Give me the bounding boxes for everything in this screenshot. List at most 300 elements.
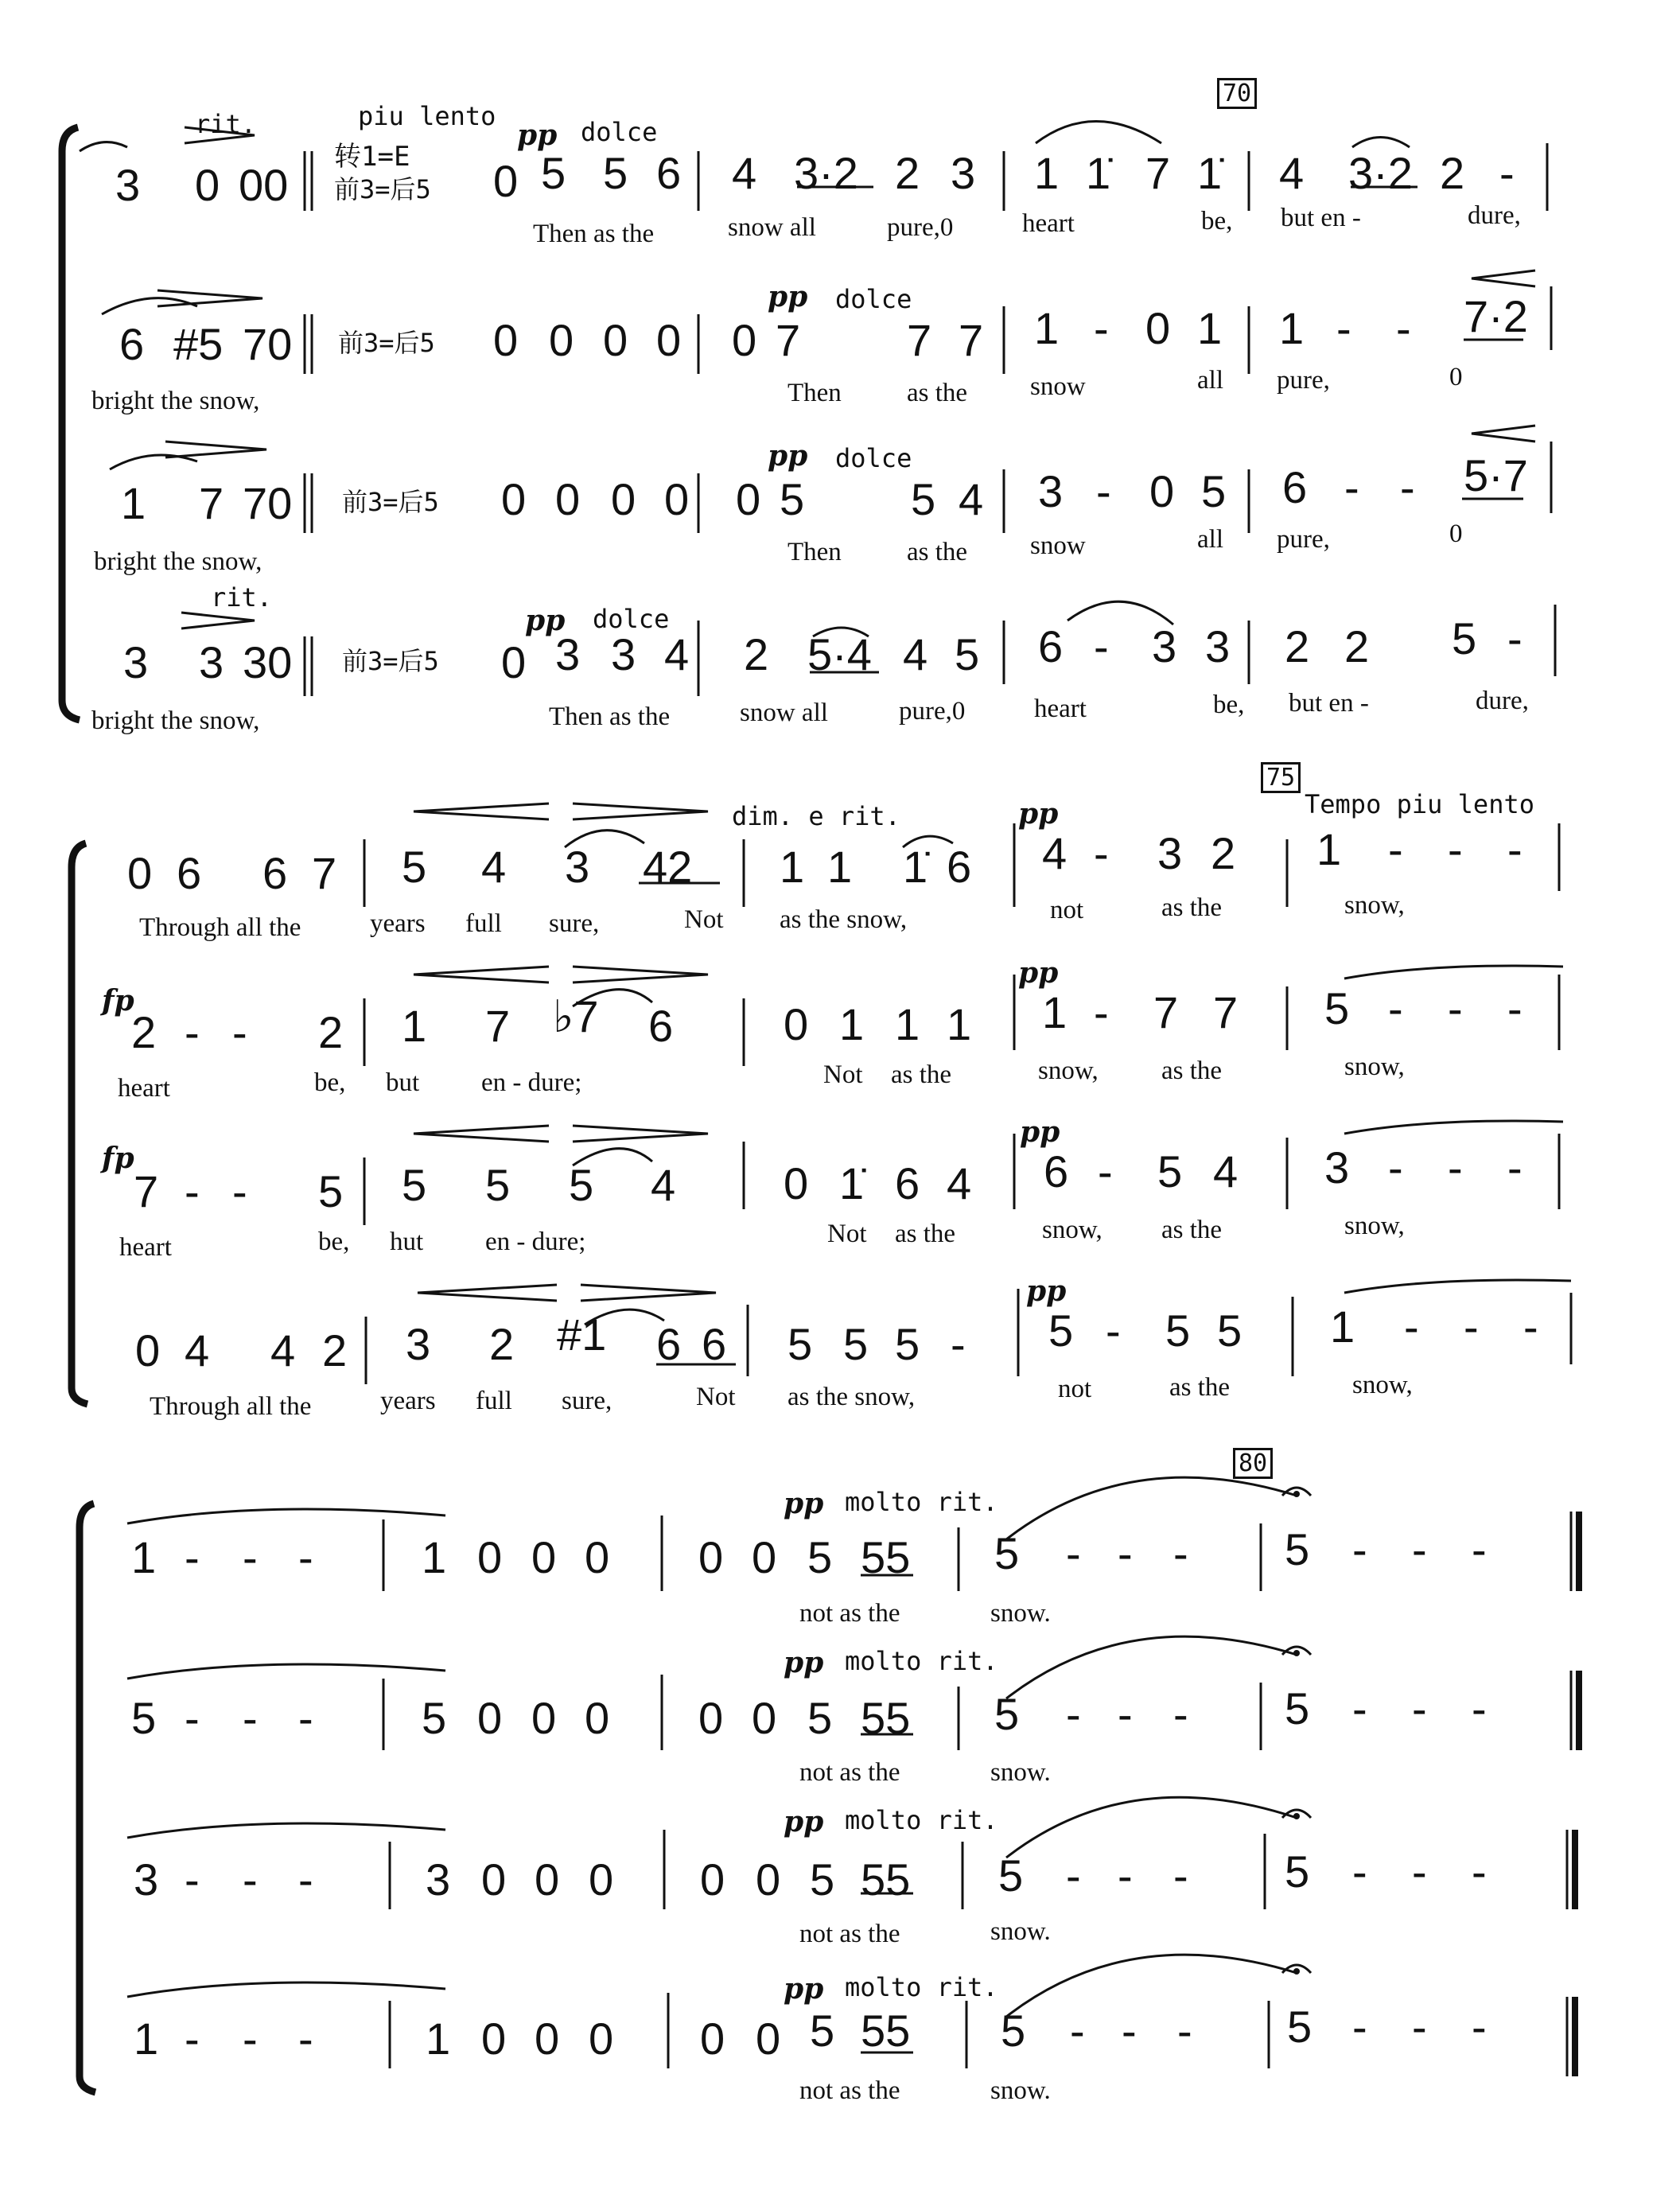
expression-dolce: dolce bbox=[835, 284, 912, 314]
note: - bbox=[1352, 1683, 1367, 1733]
note: - bbox=[1066, 1689, 1081, 1739]
expression-molto-rit: molto rit. bbox=[845, 1972, 998, 2002]
note: 0 bbox=[784, 1158, 809, 1208]
lyric: not bbox=[1058, 1375, 1092, 1403]
note: 1 bbox=[839, 999, 865, 1049]
note: 2 bbox=[489, 1319, 515, 1369]
note: 1̇ bbox=[1197, 148, 1223, 198]
lyric: as the bbox=[1169, 1373, 1231, 1402]
note: 6 bbox=[262, 848, 288, 898]
note: 1 bbox=[827, 842, 853, 892]
note: - bbox=[298, 1532, 313, 1582]
note: 6 bbox=[656, 148, 682, 198]
note: 6 bbox=[119, 319, 145, 369]
dynamic-pp: pp bbox=[1018, 956, 1059, 990]
lyric: Then bbox=[788, 379, 842, 407]
note: 0 bbox=[493, 315, 519, 365]
note: 0 bbox=[501, 637, 527, 687]
note: 6 bbox=[648, 1001, 674, 1051]
note: - bbox=[1094, 987, 1109, 1037]
note: - bbox=[243, 2014, 258, 2064]
note: 0 bbox=[477, 1693, 503, 1743]
note: 4 bbox=[959, 474, 984, 524]
note: 0 bbox=[698, 1693, 724, 1743]
note: 5 bbox=[1287, 2002, 1312, 2052]
lyric: Then as the bbox=[533, 220, 655, 248]
lyric: 0 bbox=[1449, 519, 1463, 548]
note: 0 bbox=[664, 474, 690, 524]
lyric: heart bbox=[119, 1233, 172, 1262]
note: 3 bbox=[555, 629, 581, 679]
note: - bbox=[1352, 1524, 1367, 1574]
note: 70 bbox=[243, 319, 293, 369]
note: - bbox=[1336, 303, 1351, 353]
note: - bbox=[1344, 462, 1359, 512]
note: 5 bbox=[1201, 466, 1227, 516]
note: - bbox=[1412, 2002, 1427, 2052]
note: 30 bbox=[243, 637, 293, 687]
note: 7 bbox=[1153, 987, 1179, 1037]
note: - bbox=[1173, 1689, 1188, 1739]
lyric: snow, bbox=[1344, 891, 1405, 920]
note: 4 bbox=[664, 629, 690, 679]
lyric: not bbox=[1050, 896, 1084, 924]
note: 5 bbox=[998, 1850, 1024, 1901]
note: - bbox=[1412, 1683, 1427, 1733]
note: 0 bbox=[732, 315, 757, 365]
note: 0 bbox=[481, 2014, 507, 2064]
note: 5 bbox=[1048, 1305, 1074, 1356]
dynamic-pp: pp bbox=[1026, 1274, 1067, 1308]
note: 1 bbox=[134, 2014, 159, 2064]
note: 1 bbox=[1042, 987, 1068, 1037]
expression-molto-rit: molto rit. bbox=[845, 1805, 998, 1835]
lyric: be, bbox=[1213, 691, 1245, 719]
note: 5 bbox=[1452, 613, 1477, 663]
note: - bbox=[298, 1693, 313, 1743]
dynamic-pp: pp bbox=[784, 1972, 824, 2006]
note: 0 bbox=[531, 1693, 557, 1743]
note: 3 bbox=[1152, 621, 1177, 671]
note: 3 bbox=[951, 148, 976, 198]
note: - bbox=[1507, 1142, 1522, 1193]
note: 0 bbox=[1149, 466, 1175, 516]
note: 55 bbox=[861, 1854, 911, 1905]
note: 2 bbox=[744, 629, 769, 679]
note: - bbox=[1507, 983, 1522, 1033]
dynamic-pp: pp bbox=[768, 439, 808, 473]
note: - bbox=[243, 1532, 258, 1582]
note: 55 bbox=[861, 1693, 911, 1743]
lyric: as the bbox=[895, 1220, 956, 1248]
note: - bbox=[1066, 1850, 1081, 1901]
lyric: be, bbox=[318, 1228, 350, 1256]
note: 3 bbox=[134, 1854, 159, 1905]
lyric: full bbox=[465, 909, 502, 938]
note: 1 bbox=[131, 1532, 157, 1582]
note: 6 bbox=[895, 1158, 920, 1208]
note: - bbox=[1448, 1142, 1463, 1193]
rehearsal-mark-70: 70 bbox=[1217, 78, 1257, 109]
note: - bbox=[298, 2014, 313, 2064]
note: 5 bbox=[994, 1528, 1020, 1578]
lyric: not as the bbox=[799, 1920, 900, 1948]
note: - bbox=[1412, 1846, 1427, 1897]
note: - bbox=[1094, 303, 1109, 353]
modulation-rule: 前3=后5 bbox=[342, 646, 439, 676]
lyric: snow. bbox=[990, 1917, 1051, 1946]
note: 1 bbox=[1316, 824, 1342, 874]
note: 0 bbox=[656, 315, 682, 365]
lyric: heart bbox=[1034, 695, 1087, 723]
note: 1 bbox=[1330, 1301, 1355, 1352]
lyric: pure, bbox=[1277, 525, 1330, 554]
note: 4 bbox=[185, 1325, 210, 1375]
note: 5 bbox=[810, 2006, 835, 2056]
note: 5·7 bbox=[1464, 450, 1528, 500]
note: 1̇ bbox=[903, 842, 928, 892]
note: - bbox=[1388, 983, 1403, 1033]
note: 1 bbox=[121, 478, 146, 528]
note: 5 bbox=[788, 1319, 813, 1369]
note: 0 bbox=[135, 1325, 161, 1375]
lyric: full bbox=[476, 1387, 512, 1415]
note: - bbox=[1472, 1524, 1487, 1574]
note: 7 bbox=[485, 1001, 511, 1051]
note: - bbox=[1507, 824, 1522, 874]
dynamic-pp: pp bbox=[1018, 797, 1059, 831]
note: #1 bbox=[557, 1309, 607, 1360]
note: 1 bbox=[426, 2014, 451, 2064]
note: - bbox=[1070, 2006, 1085, 2056]
note: 5 bbox=[603, 148, 628, 198]
lyric: sure, bbox=[562, 1387, 612, 1415]
lyric: years bbox=[370, 909, 426, 938]
note: 2 bbox=[318, 1007, 344, 1057]
note: - bbox=[1448, 824, 1463, 874]
note: 4 bbox=[481, 842, 507, 892]
note: 0 bbox=[700, 1854, 725, 1905]
note: 3 bbox=[1038, 466, 1064, 516]
note: 7 bbox=[1145, 148, 1171, 198]
note: 2 bbox=[322, 1325, 348, 1375]
note: 5 bbox=[485, 1160, 511, 1210]
note: 0 bbox=[589, 1854, 614, 1905]
note: 55 bbox=[861, 1532, 911, 1582]
lyric: hut bbox=[390, 1228, 424, 1256]
note: 00 bbox=[239, 160, 289, 210]
note: - bbox=[1396, 303, 1411, 353]
note: - bbox=[1499, 148, 1515, 198]
lyric: as the snow, bbox=[780, 905, 908, 934]
note: 1 bbox=[780, 842, 805, 892]
note: - bbox=[1094, 621, 1109, 671]
note: 4 bbox=[732, 148, 757, 198]
note: 3 bbox=[115, 160, 141, 210]
lyric: snow, bbox=[1042, 1216, 1102, 1244]
lyric: Then as the bbox=[549, 702, 671, 731]
dynamic-pp: pp bbox=[517, 119, 558, 152]
note: 0 bbox=[127, 848, 153, 898]
rit-marking: rit. bbox=[195, 109, 257, 139]
lyric: as the snow, bbox=[788, 1383, 916, 1411]
note: 5 bbox=[895, 1319, 920, 1369]
note: 4 bbox=[270, 1325, 296, 1375]
note: 3·2 bbox=[1348, 148, 1413, 198]
rehearsal-mark-80: 80 bbox=[1233, 1448, 1273, 1479]
dynamic-pp: pp bbox=[784, 1646, 824, 1679]
note: - bbox=[1352, 1846, 1367, 1897]
note: - bbox=[1352, 2002, 1367, 2052]
note: 5 bbox=[780, 474, 805, 524]
note: 4 bbox=[1213, 1146, 1239, 1196]
note: 70 bbox=[243, 478, 293, 528]
lyric: as the bbox=[1161, 1056, 1223, 1085]
note: 3 bbox=[1157, 828, 1183, 878]
dynamic-pp: pp bbox=[525, 604, 566, 637]
note: 0 bbox=[1145, 303, 1171, 353]
note: 6 bbox=[177, 848, 202, 898]
note: 1 bbox=[422, 1532, 447, 1582]
note: 6 bbox=[1044, 1146, 1069, 1196]
modulation-rule: 前3=后5 bbox=[338, 328, 435, 358]
note: 5 bbox=[1217, 1305, 1242, 1356]
note: 4 bbox=[1279, 148, 1305, 198]
note: - bbox=[1173, 1528, 1188, 1578]
note: 3 bbox=[611, 629, 636, 679]
dynamic-fp: fp bbox=[102, 984, 134, 1017]
note: 0 bbox=[585, 1532, 610, 1582]
lyric: snow. bbox=[990, 1758, 1051, 1787]
note: 1̇ bbox=[839, 1158, 865, 1208]
note: - bbox=[1472, 1846, 1487, 1897]
note: 7 bbox=[199, 478, 224, 528]
lyric: not as the bbox=[799, 1758, 900, 1787]
lyric: Not bbox=[823, 1060, 863, 1089]
dynamic-pp: pp bbox=[1020, 1115, 1060, 1149]
expression-dolce: dolce bbox=[835, 443, 912, 473]
note: 2 bbox=[131, 1007, 157, 1057]
note: 5 bbox=[1165, 1305, 1191, 1356]
note: - bbox=[185, 2014, 200, 2064]
note: - bbox=[1094, 828, 1109, 878]
note: 0 bbox=[752, 1693, 777, 1743]
note: - bbox=[298, 1854, 313, 1905]
note: 6 bbox=[947, 842, 972, 892]
note: 5 bbox=[422, 1693, 447, 1743]
lyric: but en - bbox=[1281, 204, 1361, 232]
note: - bbox=[243, 1854, 258, 1905]
note: 5 bbox=[843, 1319, 869, 1369]
note: 7 bbox=[959, 315, 984, 365]
lyric: not as the bbox=[799, 2076, 900, 2105]
lyric: Then bbox=[788, 538, 842, 566]
note: 1 bbox=[402, 1001, 427, 1051]
note: - bbox=[185, 1854, 200, 1905]
lyric: snow, bbox=[1344, 1212, 1405, 1240]
note: 0 bbox=[784, 999, 809, 1049]
note: 0 bbox=[752, 1532, 777, 1582]
note: - bbox=[232, 1007, 247, 1057]
note: - bbox=[1106, 1305, 1121, 1356]
modulation-rule: 前3=后5 bbox=[334, 174, 431, 204]
note: 3 bbox=[1205, 621, 1231, 671]
note: - bbox=[1472, 2002, 1487, 2052]
dynamic-pp: pp bbox=[784, 1487, 824, 1520]
note: 0 bbox=[531, 1532, 557, 1582]
tempo-marking: piu lento bbox=[358, 101, 496, 131]
modulation-rule: 前3=后5 bbox=[342, 487, 439, 517]
note: 0 bbox=[195, 160, 220, 210]
lyric: as the bbox=[1161, 1216, 1223, 1244]
note: 2 bbox=[1440, 148, 1465, 198]
lyric: pure, bbox=[1277, 366, 1330, 395]
note: - bbox=[185, 1532, 200, 1582]
note: 4 bbox=[651, 1160, 676, 1210]
note: 5 bbox=[1285, 1846, 1310, 1897]
lyric: not as the bbox=[799, 1599, 900, 1628]
lyric: Not bbox=[696, 1383, 736, 1411]
note: 7 bbox=[312, 848, 337, 898]
lyric: all bbox=[1197, 366, 1223, 395]
expression-molto-rit: molto rit. bbox=[845, 1646, 998, 1676]
note: 3 bbox=[199, 637, 224, 687]
lyric: as the bbox=[907, 379, 968, 407]
note: 0 bbox=[493, 156, 519, 206]
note: 7 bbox=[776, 315, 801, 365]
lyric: as the bbox=[891, 1060, 952, 1089]
lyric: snow. bbox=[990, 1599, 1051, 1628]
lyric: bright the snow, bbox=[91, 387, 260, 415]
lyric: snow, bbox=[1344, 1052, 1405, 1081]
note: - bbox=[1118, 1689, 1133, 1739]
note: - bbox=[185, 1007, 200, 1057]
note: 5 bbox=[994, 1689, 1020, 1739]
note: 7 bbox=[1213, 987, 1239, 1037]
note: #5 bbox=[173, 319, 224, 369]
note: 5 bbox=[402, 842, 427, 892]
note: 0 bbox=[549, 315, 574, 365]
dynamic-fp: fp bbox=[102, 1142, 134, 1175]
note: 5 bbox=[810, 1854, 835, 1905]
note: 1 bbox=[947, 999, 972, 1049]
lyric: Not bbox=[684, 905, 724, 934]
note: 0 bbox=[611, 474, 636, 524]
lyric: pure,0 bbox=[899, 697, 966, 726]
note: 3·2 bbox=[794, 148, 858, 198]
note: - bbox=[1098, 1146, 1113, 1196]
note: - bbox=[1118, 1850, 1133, 1901]
note: - bbox=[1464, 1301, 1479, 1352]
lyric: pure,0 bbox=[887, 213, 954, 242]
note: - bbox=[1400, 462, 1415, 512]
note: ♭7 bbox=[553, 991, 599, 1041]
note: 5 bbox=[1324, 983, 1350, 1033]
note: - bbox=[1388, 824, 1403, 874]
lyric: snow, bbox=[1038, 1056, 1099, 1085]
note: 2 bbox=[895, 148, 920, 198]
expression-molto-rit: molto rit. bbox=[845, 1487, 998, 1517]
lyric: Not bbox=[827, 1220, 867, 1248]
dynamic-pp: pp bbox=[768, 280, 808, 313]
note: 5 bbox=[569, 1160, 594, 1210]
note: 5 bbox=[911, 474, 936, 524]
note: 5 bbox=[1285, 1683, 1310, 1733]
note: - bbox=[1388, 1142, 1403, 1193]
note: - bbox=[185, 1166, 200, 1216]
note: 4 bbox=[1042, 828, 1068, 878]
lyric: en - dure; bbox=[485, 1228, 586, 1256]
note: 7·2 bbox=[1464, 291, 1528, 341]
note: 7 bbox=[907, 315, 932, 365]
note: 0 bbox=[535, 1854, 560, 1905]
note: 1 bbox=[1034, 303, 1060, 353]
lyric: Through all the bbox=[139, 913, 301, 942]
lyric: snow, bbox=[1352, 1371, 1413, 1399]
lyric: snow bbox=[1030, 531, 1086, 560]
note: - bbox=[1118, 1528, 1133, 1578]
note: 6 bbox=[1038, 621, 1064, 671]
dim-rit-marking: dim. e rit. bbox=[732, 801, 900, 831]
lyric: snow all bbox=[740, 698, 828, 727]
lyric: bright the snow, bbox=[91, 706, 260, 735]
lyric: snow bbox=[1030, 372, 1086, 401]
note: - bbox=[232, 1166, 247, 1216]
expression-dolce: dolce bbox=[593, 604, 670, 634]
lyric: heart bbox=[118, 1074, 170, 1103]
note: 6 bbox=[1282, 462, 1308, 512]
note: 1 bbox=[1279, 303, 1305, 353]
note: 5 bbox=[1001, 2006, 1026, 2056]
note: 7 bbox=[134, 1166, 159, 1216]
lyric: snow all bbox=[728, 213, 816, 242]
note: 0 bbox=[698, 1532, 724, 1582]
lyric: all bbox=[1197, 525, 1223, 554]
note: 5·4 bbox=[807, 629, 872, 679]
note: 5 bbox=[318, 1166, 344, 1216]
lyric: dure, bbox=[1468, 201, 1521, 230]
note: - bbox=[1412, 1524, 1427, 1574]
note: - bbox=[951, 1319, 966, 1369]
note: 5 bbox=[541, 148, 566, 198]
note: 0 bbox=[477, 1532, 503, 1582]
note: 0 bbox=[555, 474, 581, 524]
note: 0 bbox=[589, 2014, 614, 2064]
lyric: en - dure; bbox=[481, 1068, 582, 1097]
note: 0 bbox=[585, 1693, 610, 1743]
lyric: be, bbox=[314, 1068, 346, 1097]
lyric: Through all the bbox=[150, 1392, 312, 1421]
lyric: years bbox=[380, 1387, 436, 1415]
note: 0 bbox=[501, 474, 527, 524]
note: 0 bbox=[736, 474, 761, 524]
lyric: bright the snow, bbox=[94, 547, 262, 576]
note: 5 bbox=[1285, 1524, 1310, 1574]
note: - bbox=[1173, 1850, 1188, 1901]
note: - bbox=[1472, 1683, 1487, 1733]
note: 0 bbox=[535, 2014, 560, 2064]
note: 3 bbox=[406, 1319, 431, 1369]
note: 1 bbox=[1197, 303, 1223, 353]
lyric: sure, bbox=[549, 909, 600, 938]
tempo-marking: Tempo piu lento bbox=[1305, 789, 1534, 819]
note: 0 bbox=[481, 1854, 507, 1905]
note: 4 bbox=[947, 1158, 972, 1208]
note: - bbox=[1122, 2006, 1137, 2056]
note: - bbox=[185, 1693, 200, 1743]
note: 2 bbox=[1344, 621, 1370, 671]
note: 0 bbox=[603, 315, 628, 365]
